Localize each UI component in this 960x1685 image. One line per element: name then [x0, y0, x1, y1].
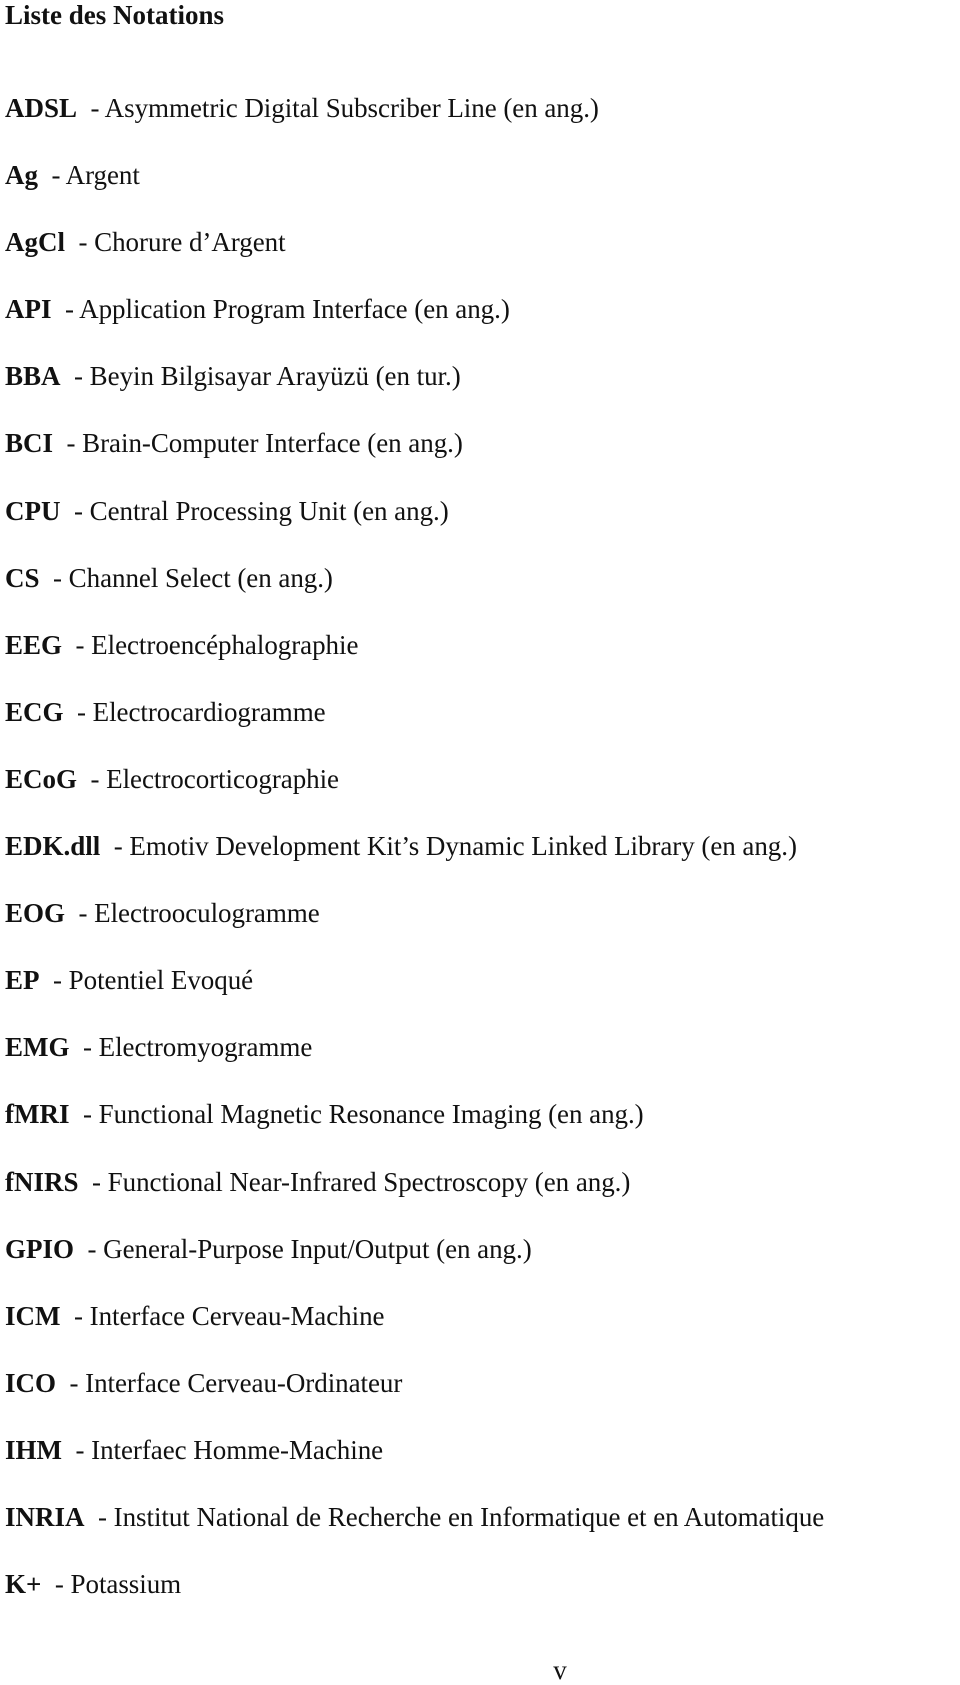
notation-item: [5, 1099, 824, 1166]
notation-definition: - Electrooculogramme: [78, 898, 320, 929]
notation-definition: - Brain-Computer Interface (en ang.): [66, 428, 463, 459]
notation-definition: - Electrocardiogramme: [77, 696, 326, 727]
notation-abbreviation: API: [5, 294, 52, 325]
notation-item: [5, 831, 824, 898]
notation-abbreviation: ICM: [5, 1300, 61, 1331]
notation-definition: - Interface Cerveau-Machine: [74, 1300, 385, 1331]
notation-abbreviation: ADSL: [5, 93, 78, 123]
notation-item: [5, 1234, 824, 1301]
notation-abbreviation: INRIA: [5, 1501, 85, 1532]
notation-abbreviation: Ag: [5, 160, 38, 191]
notation-definition: - Electroencéphalographie: [75, 629, 359, 660]
notation-item: [5, 1167, 824, 1234]
notation-item: [5, 1368, 824, 1435]
notation-item: [5, 294, 824, 361]
notation-definition: - Beyin Bilgisayar Arayüzü (en tur.): [74, 361, 461, 392]
notation-abbreviation: CPU: [5, 495, 61, 526]
notation-definition: - Functional Near-Infrared Spectroscopy (en ang.): [92, 1166, 631, 1197]
notation-abbreviation: K+: [5, 1569, 42, 1600]
notation-list: [5, 93, 824, 1636]
notation-item: [5, 697, 824, 764]
notation-abbreviation: fNIRS: [5, 1166, 79, 1197]
notation-item: [5, 496, 824, 563]
notation-definition: - Channel Select (en ang.): [53, 562, 333, 593]
notation-definition: - Chorure d’Argent: [78, 227, 286, 258]
notation-abbreviation: IHM: [5, 1434, 62, 1465]
notation-abbreviation: ICO: [5, 1367, 57, 1398]
page-number: v: [553, 1655, 567, 1685]
notation-abbreviation: EMG: [5, 1032, 70, 1063]
notation-definition: - Electromyogramme: [83, 1032, 313, 1063]
notation-definition: - Emotiv Development Kit’s Dynamic Linked Library (en ang.): [113, 831, 797, 862]
notation-item: [5, 898, 824, 965]
notation-definition: - Interface Cerveau-Ordinateur: [69, 1367, 403, 1398]
notation-abbreviation: GPIO: [5, 1233, 75, 1264]
notation-item: [5, 93, 824, 160]
notation-item: [5, 428, 824, 495]
notation-abbreviation: ECoG: [5, 763, 78, 794]
notation-definition: - Argent: [51, 160, 140, 191]
notation-item: [5, 1569, 824, 1636]
notation-abbreviation: EEG: [5, 629, 63, 660]
notation-definition: - Institut National de Recherche en Informatique et en Automatique: [98, 1501, 825, 1532]
notation-item: [5, 1435, 824, 1502]
notation-item: [5, 1301, 824, 1368]
notation-item: [5, 1032, 824, 1099]
notation-item: [5, 965, 824, 1032]
notation-definition: - Interfaec Homme-Machine: [75, 1434, 384, 1465]
notation-abbreviation: EDK.dll: [5, 831, 101, 862]
notation-item: [5, 563, 824, 630]
notation-item: [5, 361, 824, 428]
notation-definition: - Application Program Interface (en ang.): [65, 294, 510, 325]
page-title: Liste des Notations: [5, 0, 225, 30]
notation-abbreviation: AgCl: [5, 227, 65, 258]
notation-abbreviation: BCI: [5, 428, 54, 459]
notation-item: [5, 1502, 824, 1569]
notation-definition: - General-Purpose Input/Output (en ang.): [87, 1233, 532, 1264]
notation-item: [5, 227, 824, 294]
notation-abbreviation: EP: [5, 965, 40, 996]
notation-item: [5, 630, 824, 697]
notation-item: [5, 764, 824, 831]
notation-abbreviation: CS: [5, 562, 40, 593]
notation-abbreviation: EOG: [5, 898, 66, 929]
notation-abbreviation: ECG: [5, 696, 64, 727]
notation-definition: - Potassium: [54, 1569, 182, 1600]
notation-definition: - Asymmetric Digital Subscriber Line (en ang.): [90, 93, 599, 123]
notation-definition: - Functional Magnetic Resonance Imaging (en ang.): [82, 1099, 644, 1130]
notation-definition: - Potentiel Evoqué: [53, 965, 254, 996]
notation-abbreviation: BBA: [5, 361, 61, 392]
notation-abbreviation: fMRI: [5, 1099, 70, 1130]
notation-definition: - Central Processing Unit (en ang.): [74, 495, 449, 526]
notation-definition: - Electrocorticographie: [90, 763, 339, 794]
notation-item: [5, 160, 824, 227]
